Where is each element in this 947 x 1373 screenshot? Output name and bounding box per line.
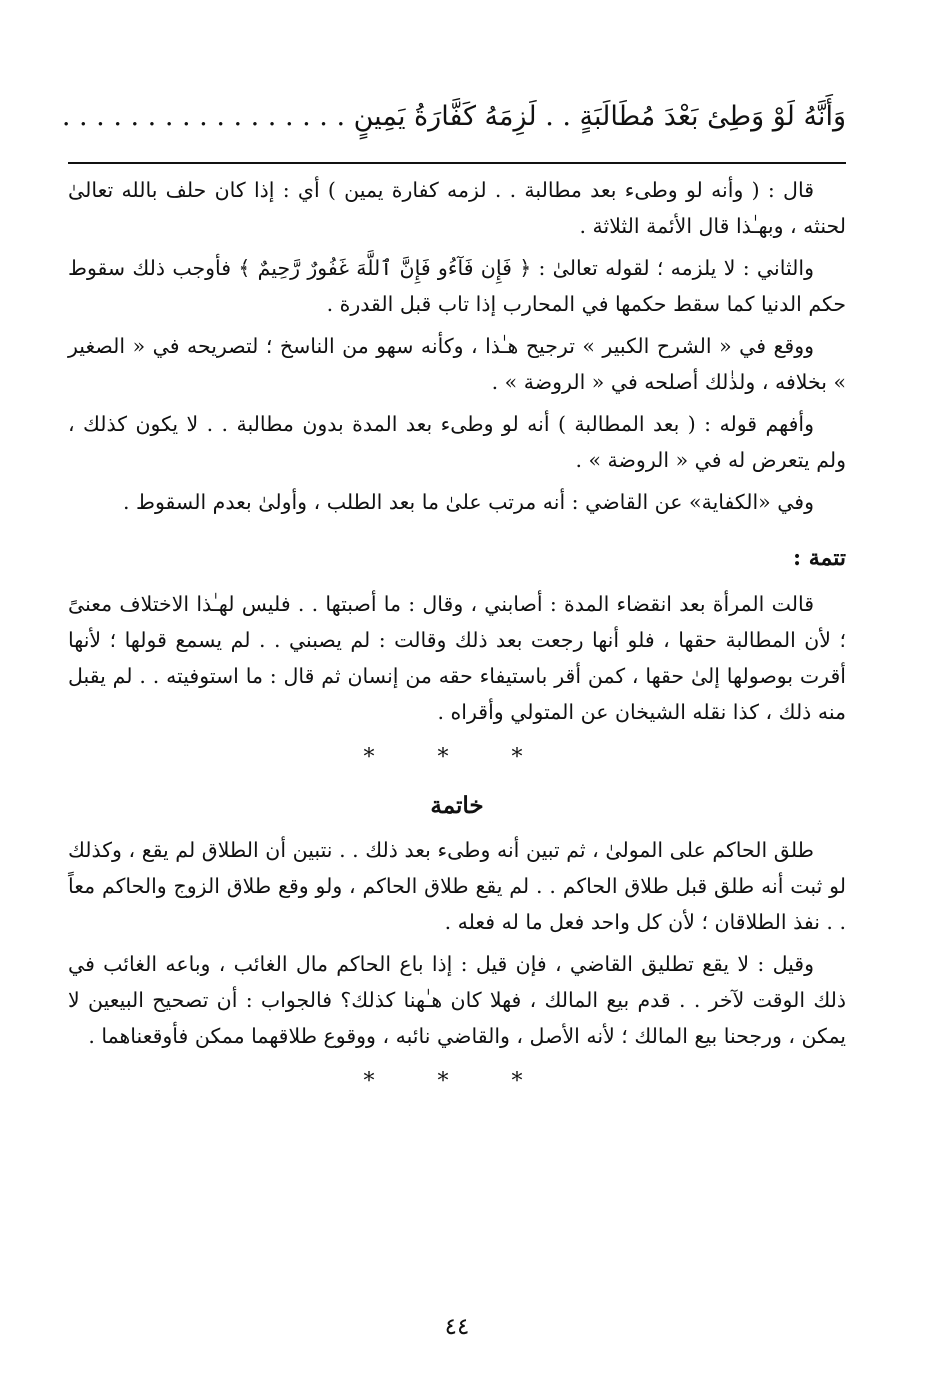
khatima-paragraph: وقيل : لا يقع تطليق القاضي ، فإن قيل : إذا باع الحاكم مال الغائب ، وباعه الغائب في ذلك الوقت لآخر . . قدم بيع المالك ، فهلا كان هـٰهنا كذلك؟ فالجواب : أن تصحيح البيعين لا يمكن ، ورجحنا بيع المالك ؛ لأنه الأصل ، والقاضي نائبه ، ووقوع طلاقهما ممكن فأوقعناهما . [68,952,846,1048]
commentary-body [68,172,846,1106]
paragraph: وفي «الكفاية» عن القاضي : أنه مرتب علىٰ ما بعد الطلب ، وأولىٰ بعدم السقوط . [122,490,814,514]
section-separator-stars: * * * [363,1069,551,1094]
book-page [61,0,846,1373]
paragraph: ووقع في « الشرح الكبير » ترجيح هـٰذا ، وكأنه سهو من الناسخ ؛ لتصريحه في « الصغير » بخلافه ، ولذٰلك أصلحه في « الروضة » . [68,334,846,394]
paragraph: وأفهم قوله : ( بعد المطالبة ) أنه لو وطىء بعد المدة بدون مطالبة . . لا يكون كذلك ، ولم يتعرض له في « الروضة » . [68,412,846,472]
matn-line: وَأَنَّهُ لَوْ وَطِئ بَعْدَ مُطَالَبَةٍ . . لَزِمَهُ كَفَّارَةُ يَمِينٍ . . . . . . . . . . . . . . . . . [61,101,846,132]
paragraph: والثاني : لا يلزمه ؛ لقوله تعالىٰ : ﴿ فَإِن فَآءُو فَإِنَّ ٱللَّهَ غَفُورٌ رَّحِيمٌ ﴾ فأوجب ذلك سقوط حكم الدنيا كما سقط حكمها في المحارب إذا تاب قبل القدرة . [68,256,846,316]
khatima-heading: خاتمة [430,792,484,819]
tatimma-heading: تتمة : [792,545,846,571]
khatima-paragraph: طلق الحاكم على المولىٰ ، ثم تبين أنه وطىء بعد ذلك . . نتبين أن الطلاق لم يقع ، وكذلك لو ثبت أنه طلق قبل طلاق الحاكم . . لم يقع طلاق الحاكم ، ولو وقع طلاق الزوج والحاكم معاً . . نفذ الطلاقان ؛ لأن كل واحد فعل ما له فعله . [68,838,846,934]
separator-rule [68,162,846,164]
page-number: ٤٤ [444,1314,470,1340]
paragraph: قال : ( وأنه لو وطىء بعد مطالبة . . لزمه كفارة يمين ) أي : إذا كان حلف بالله تعالىٰ لحنثه ، وبهـٰذا قال الأئمة الثلاثة . [68,178,846,238]
tatimma-paragraph: قالت المرأة بعد انقضاء المدة : أصابني ، وقال : ما أصبتها . . فليس لهـٰذا الاختلاف معنىً ؛ لأن المطالبة حقها ، فلو أنها رجعت بعد ذلك وقالت : لم يصبني . . لم يسمع قولها ؛ لأنها أقرت بوصولها إلىٰ حقها ، كمن أقر باستيفاء حقه من إنسان ثم قال : ما استوفيته . . لم يقبل منه ذلك ، كذا نقله الشيخان عن المتولي وأقراه . [68,592,846,724]
section-separator-stars: * * * [363,745,551,770]
